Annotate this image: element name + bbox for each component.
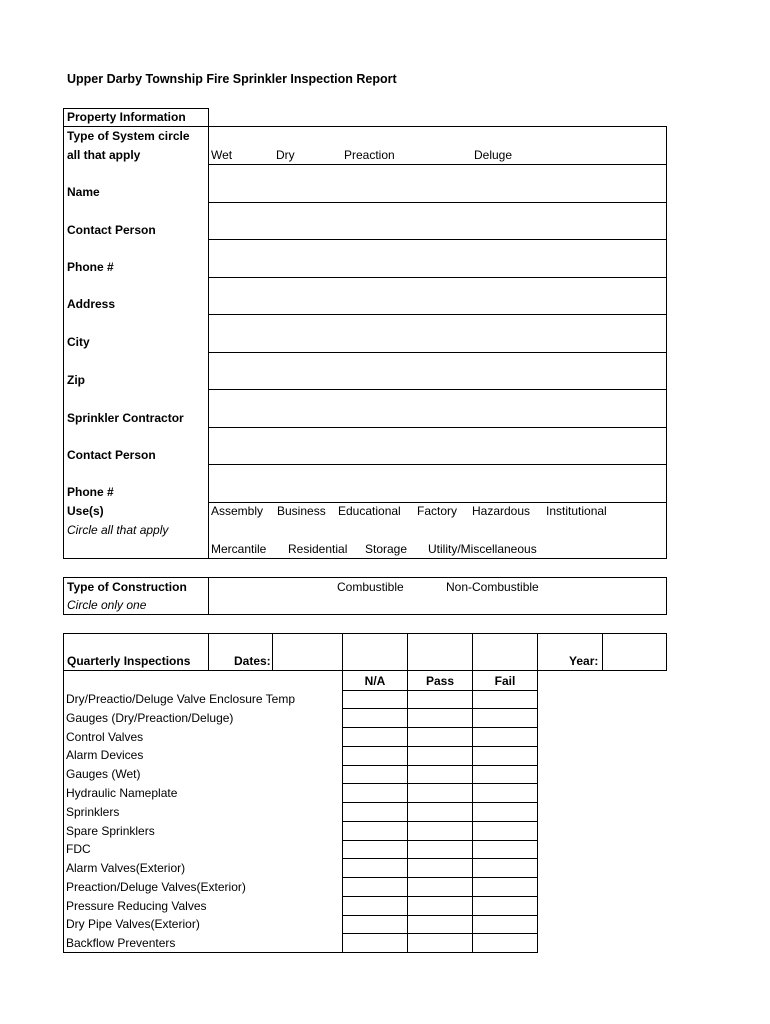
check-cell-na[interactable] bbox=[343, 897, 406, 914]
address-input[interactable] bbox=[209, 278, 666, 313]
system-option-dry[interactable]: Dry bbox=[276, 148, 295, 162]
check-cell-fail[interactable] bbox=[473, 897, 536, 914]
city-input[interactable] bbox=[209, 315, 666, 351]
inspection-item: Dry/Preactio/Deluge Valve Enclosure Temp bbox=[66, 692, 295, 706]
date-input-q3[interactable] bbox=[408, 634, 471, 670]
year-input[interactable] bbox=[603, 634, 666, 670]
check-cell-pass[interactable] bbox=[408, 785, 471, 802]
use-option-business[interactable]: Business bbox=[277, 504, 326, 518]
check-cell-pass[interactable] bbox=[408, 747, 471, 764]
check-cell-pass[interactable] bbox=[408, 879, 471, 896]
inspection-item: FDC bbox=[66, 842, 91, 856]
field-label-sprinkler-contractor: Sprinkler Contractor bbox=[67, 411, 184, 425]
check-cell-pass[interactable] bbox=[408, 860, 471, 877]
column-header-fail: Fail bbox=[494, 674, 516, 688]
use-option-assembly[interactable]: Assembly bbox=[211, 504, 264, 518]
inspection-item: Alarm Valves(Exterior) bbox=[66, 861, 186, 875]
use-option-utility-miscellaneous[interactable]: Utility/Miscellaneous bbox=[428, 542, 537, 556]
inspection-item: Gauges (Dry/Preaction/Deluge) bbox=[66, 711, 234, 725]
construction-note: Circle only one bbox=[67, 598, 147, 612]
field-label-phone: Phone # bbox=[67, 260, 114, 274]
check-cell-na[interactable] bbox=[343, 916, 406, 933]
column-header-pass: Pass bbox=[425, 674, 455, 688]
year-label: Year: bbox=[569, 654, 599, 668]
inspection-item: Backflow Preventers bbox=[66, 936, 176, 950]
check-cell-pass[interactable] bbox=[408, 691, 471, 708]
check-cell-fail[interactable] bbox=[473, 822, 536, 839]
construction-label: Type of Construction bbox=[67, 580, 187, 594]
field-label-contact-person: Contact Person bbox=[67, 223, 156, 237]
quarterly-inspections-label: Quarterly Inspections bbox=[67, 654, 191, 668]
system-option-wet[interactable]: Wet bbox=[211, 148, 233, 162]
check-cell-na[interactable] bbox=[343, 729, 406, 746]
check-cell-pass[interactable] bbox=[408, 729, 471, 746]
date-input-q2[interactable] bbox=[343, 634, 406, 670]
uses-label: Use(s) bbox=[67, 504, 104, 518]
check-cell-na[interactable] bbox=[343, 841, 406, 858]
check-cell-na[interactable] bbox=[343, 860, 406, 877]
check-cell-fail[interactable] bbox=[473, 879, 536, 896]
inspection-item: Alarm Devices bbox=[66, 748, 144, 762]
date-input-q1[interactable] bbox=[273, 634, 341, 670]
check-cell-na[interactable] bbox=[343, 785, 406, 802]
column-header-na: N/A bbox=[364, 674, 386, 688]
check-cell-pass[interactable] bbox=[408, 841, 471, 858]
contractor-contact-person-input[interactable] bbox=[209, 428, 666, 463]
inspection-item: Spare Sprinklers bbox=[66, 824, 155, 838]
contractor-phone-input[interactable] bbox=[209, 465, 666, 501]
check-cell-fail[interactable] bbox=[473, 860, 536, 877]
check-cell-pass[interactable] bbox=[408, 822, 471, 839]
check-cell-na[interactable] bbox=[343, 804, 406, 821]
check-cell-pass[interactable] bbox=[408, 935, 471, 952]
use-option-mercantile[interactable]: Mercantile bbox=[211, 542, 267, 556]
field-label-city: City bbox=[67, 335, 90, 349]
use-option-residential[interactable]: Residential bbox=[288, 542, 348, 556]
inspection-item: Pressure Reducing Valves bbox=[66, 899, 207, 913]
check-cell-fail[interactable] bbox=[473, 935, 536, 952]
sprinkler-contractor-input[interactable] bbox=[209, 390, 666, 426]
check-cell-pass[interactable] bbox=[408, 710, 471, 727]
zip-input[interactable] bbox=[209, 353, 666, 388]
check-cell-na[interactable] bbox=[343, 879, 406, 896]
check-cell-na[interactable] bbox=[343, 710, 406, 727]
check-cell-fail[interactable] bbox=[473, 785, 536, 802]
check-cell-fail[interactable] bbox=[473, 766, 536, 783]
check-cell-fail[interactable] bbox=[473, 916, 536, 933]
check-cell-pass[interactable] bbox=[408, 916, 471, 933]
inspection-item: Control Valves bbox=[66, 730, 144, 744]
inspection-item: Hydraulic Nameplate bbox=[66, 786, 178, 800]
check-cell-na[interactable] bbox=[343, 747, 406, 764]
check-cell-pass[interactable] bbox=[408, 766, 471, 783]
inspection-item: Dry Pipe Valves(Exterior) bbox=[66, 917, 200, 931]
inspection-item: Gauges (Wet) bbox=[66, 767, 141, 781]
construction-option-non-combustible[interactable]: Non-Combustible bbox=[446, 580, 539, 594]
check-cell-na[interactable] bbox=[343, 691, 406, 708]
check-cell-pass[interactable] bbox=[408, 897, 471, 914]
field-label-zip: Zip bbox=[67, 373, 85, 387]
use-option-hazardous[interactable]: Hazardous bbox=[472, 504, 531, 518]
use-option-institutional[interactable]: Institutional bbox=[546, 504, 607, 518]
dates-label: Dates: bbox=[234, 654, 271, 668]
report-title: Upper Darby Township Fire Sprinkler Inspection Report bbox=[67, 72, 397, 86]
field-label-contractor-phone: Phone # bbox=[67, 485, 114, 499]
system-option-deluge[interactable]: Deluge bbox=[474, 148, 513, 162]
system-type-label-line2: all that apply bbox=[67, 148, 141, 162]
check-cell-fail[interactable] bbox=[473, 710, 536, 727]
use-option-factory[interactable]: Factory bbox=[417, 504, 458, 518]
field-label-contractor-contact-person: Contact Person bbox=[67, 448, 156, 462]
check-cell-fail[interactable] bbox=[473, 841, 536, 858]
check-cell-na[interactable] bbox=[343, 822, 406, 839]
date-input-q4[interactable] bbox=[473, 634, 536, 670]
check-cell-na[interactable] bbox=[343, 766, 406, 783]
use-option-educational[interactable]: Educational bbox=[338, 504, 401, 518]
check-cell-fail[interactable] bbox=[473, 747, 536, 764]
check-cell-fail[interactable] bbox=[473, 691, 536, 708]
system-option-preaction[interactable]: Preaction bbox=[344, 148, 395, 162]
system-type-label: Type of System circle bbox=[67, 129, 190, 143]
use-option-storage[interactable]: Storage bbox=[365, 542, 408, 556]
contact-person-input[interactable] bbox=[209, 203, 666, 238]
field-label-address: Address bbox=[67, 297, 116, 311]
inspection-item: Preaction/Deluge Valves(Exterior) bbox=[66, 880, 246, 894]
check-cell-pass[interactable] bbox=[408, 804, 471, 821]
check-cell-na[interactable] bbox=[343, 935, 406, 952]
field-label-name: Name bbox=[67, 185, 100, 199]
inspection-item: Sprinklers bbox=[66, 805, 120, 819]
check-cell-fail[interactable] bbox=[473, 804, 536, 821]
property-header-label: Property Information bbox=[67, 110, 186, 124]
construction-option-combustible[interactable]: Combustible bbox=[337, 580, 404, 594]
name-input[interactable] bbox=[209, 165, 666, 201]
phone-input[interactable] bbox=[209, 240, 666, 276]
check-cell-fail[interactable] bbox=[473, 729, 536, 746]
uses-note: Circle all that apply bbox=[67, 523, 169, 537]
